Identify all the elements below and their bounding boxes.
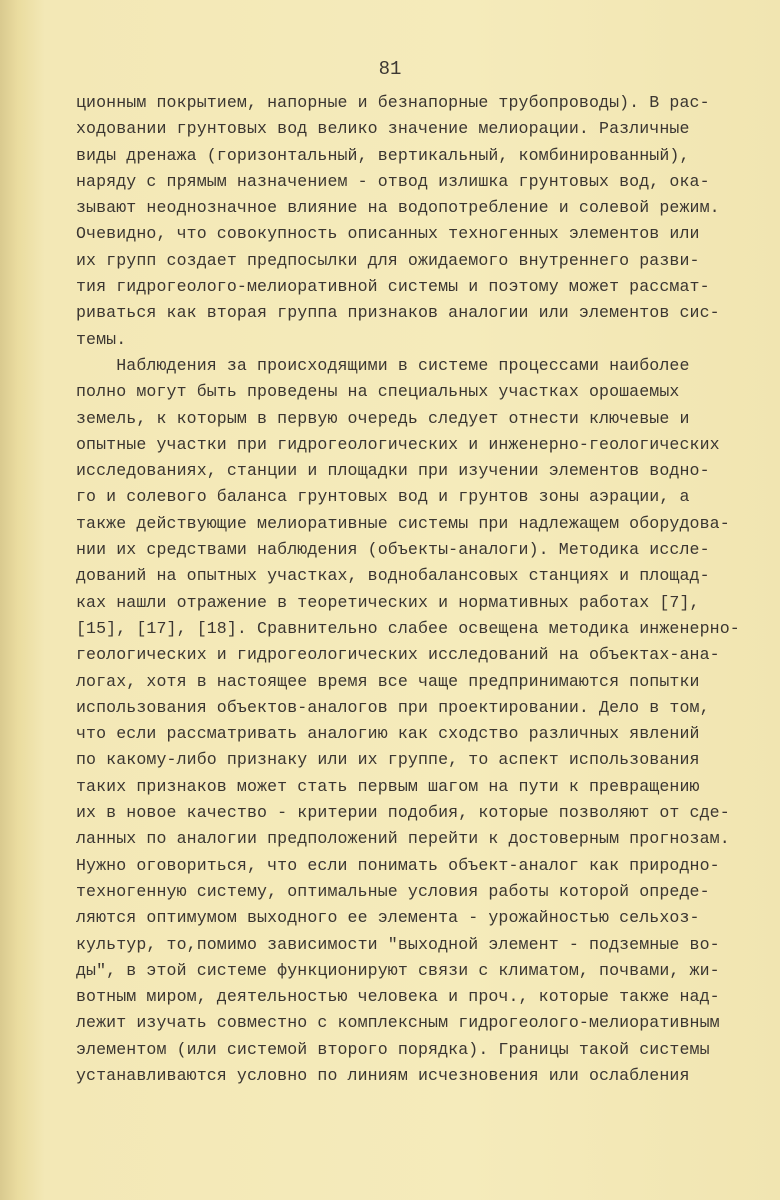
text-line: таких признаков может стать первым шагом на пути к превращению [76,776,700,796]
text-line: темы. [76,329,127,349]
text-line: виды дренажа (горизонтальный, вертикальный, комбинированный), [76,145,690,165]
text-line: что если рассматривать аналогию как сходство различных явлений [76,724,700,744]
text-line: их групп создает предпосылки для ожидаемого внутреннего разви- [76,250,700,270]
text-line: наряду с прямым назначением - отвод излишка грунтовых вод, ока- [76,171,710,191]
text-line: земель, к которым в первую очередь следует отнести ключевые и [76,408,690,428]
text-line: ходовании грунтовых вод велико значение мелиорации. Различные [76,119,690,139]
text-line: Очевидно, что совокупность описанных техногенных элементов или [76,224,700,244]
text-line: техногенную систему, оптимальные условия работы которой опреде- [76,881,710,901]
text-line: лежит изучать совместно с комплексным гидрогеолого-мелиоративным [76,1013,720,1033]
text-line: ках нашли отражение в теоретических и нормативных работах [7], [76,592,700,612]
page-number: 81 [378,58,402,80]
text-line: культур, то,помимо зависимости "выходной элемент - подземные во- [76,934,720,954]
text-line: го и солевого баланса грунтовых вод и грунтов зоны аэрации, а [76,487,690,507]
text-line: использования объектов-аналогов при проектировании. Дело в том, [76,697,710,717]
text-line: ляются оптимумом выходного ее элемента - урожайностью сельхоз- [76,908,700,928]
text-line: тия гидрогеолого-мелиоративной системы и поэтому может рассмат- [76,277,710,297]
text-line: ланных по аналогии предположений перейти к достоверным прогнозам. [76,829,730,849]
text-line: зывают неоднозначное влияние на водопотребление и солевой режим. [76,198,720,218]
text-line: их в новое качество - критерии подобия, которые позволяют от сде- [76,803,730,823]
text-line: дований на опытных участках, воднобалансовых станциях и площад- [76,566,710,586]
text-line: по какому-либо признаку или их группе, то аспект использования [76,750,700,770]
text-line: [15], [17], [18]. Сравнительно слабее освещена методика инженерно- [76,618,740,638]
text-line: логах, хотя в настоящее время все чаще предпринимаются попытки [76,671,700,691]
text-line: Наблюдения за происходящими в системе процессами наиболее [76,355,690,375]
text-line: Нужно оговориться, что если понимать объект-аналог как природно- [76,855,720,875]
text-line: также действующие мелиоративные системы при надлежащем оборудова- [76,513,730,533]
text-line: нии их средствами наблюдения (объекты-аналоги). Методика иссле- [76,540,710,560]
text-line: риваться как вторая группа признаков аналогии или элементов сис- [76,303,720,323]
document-body [76,90,740,1089]
text-line: устанавливаются условно по линиям исчезновения или ослабления [76,1065,690,1085]
text-line: элементом (или системой второго порядка). Границы такой системы [76,1039,710,1059]
text-line: геологических и гидрогеологических исследований на объектах-ана- [76,645,720,665]
text-line: вотным миром, деятельностью человека и проч., которые также над- [76,987,720,1007]
text-line: полно могут быть проведены на специальных участках орошаемых [76,382,680,402]
text-line: исследованиях, станции и площадки при изучении элементов водно- [76,461,710,481]
text-line: ды", в этой системе функционируют связи с климатом, почвами, жи- [76,960,720,980]
text-line: ционным покрытием, напорные и безнапорные трубопроводы). В рас- [76,93,710,112]
text-line: опытные участки при гидрогеологических и инженерно-геологических [76,434,720,454]
